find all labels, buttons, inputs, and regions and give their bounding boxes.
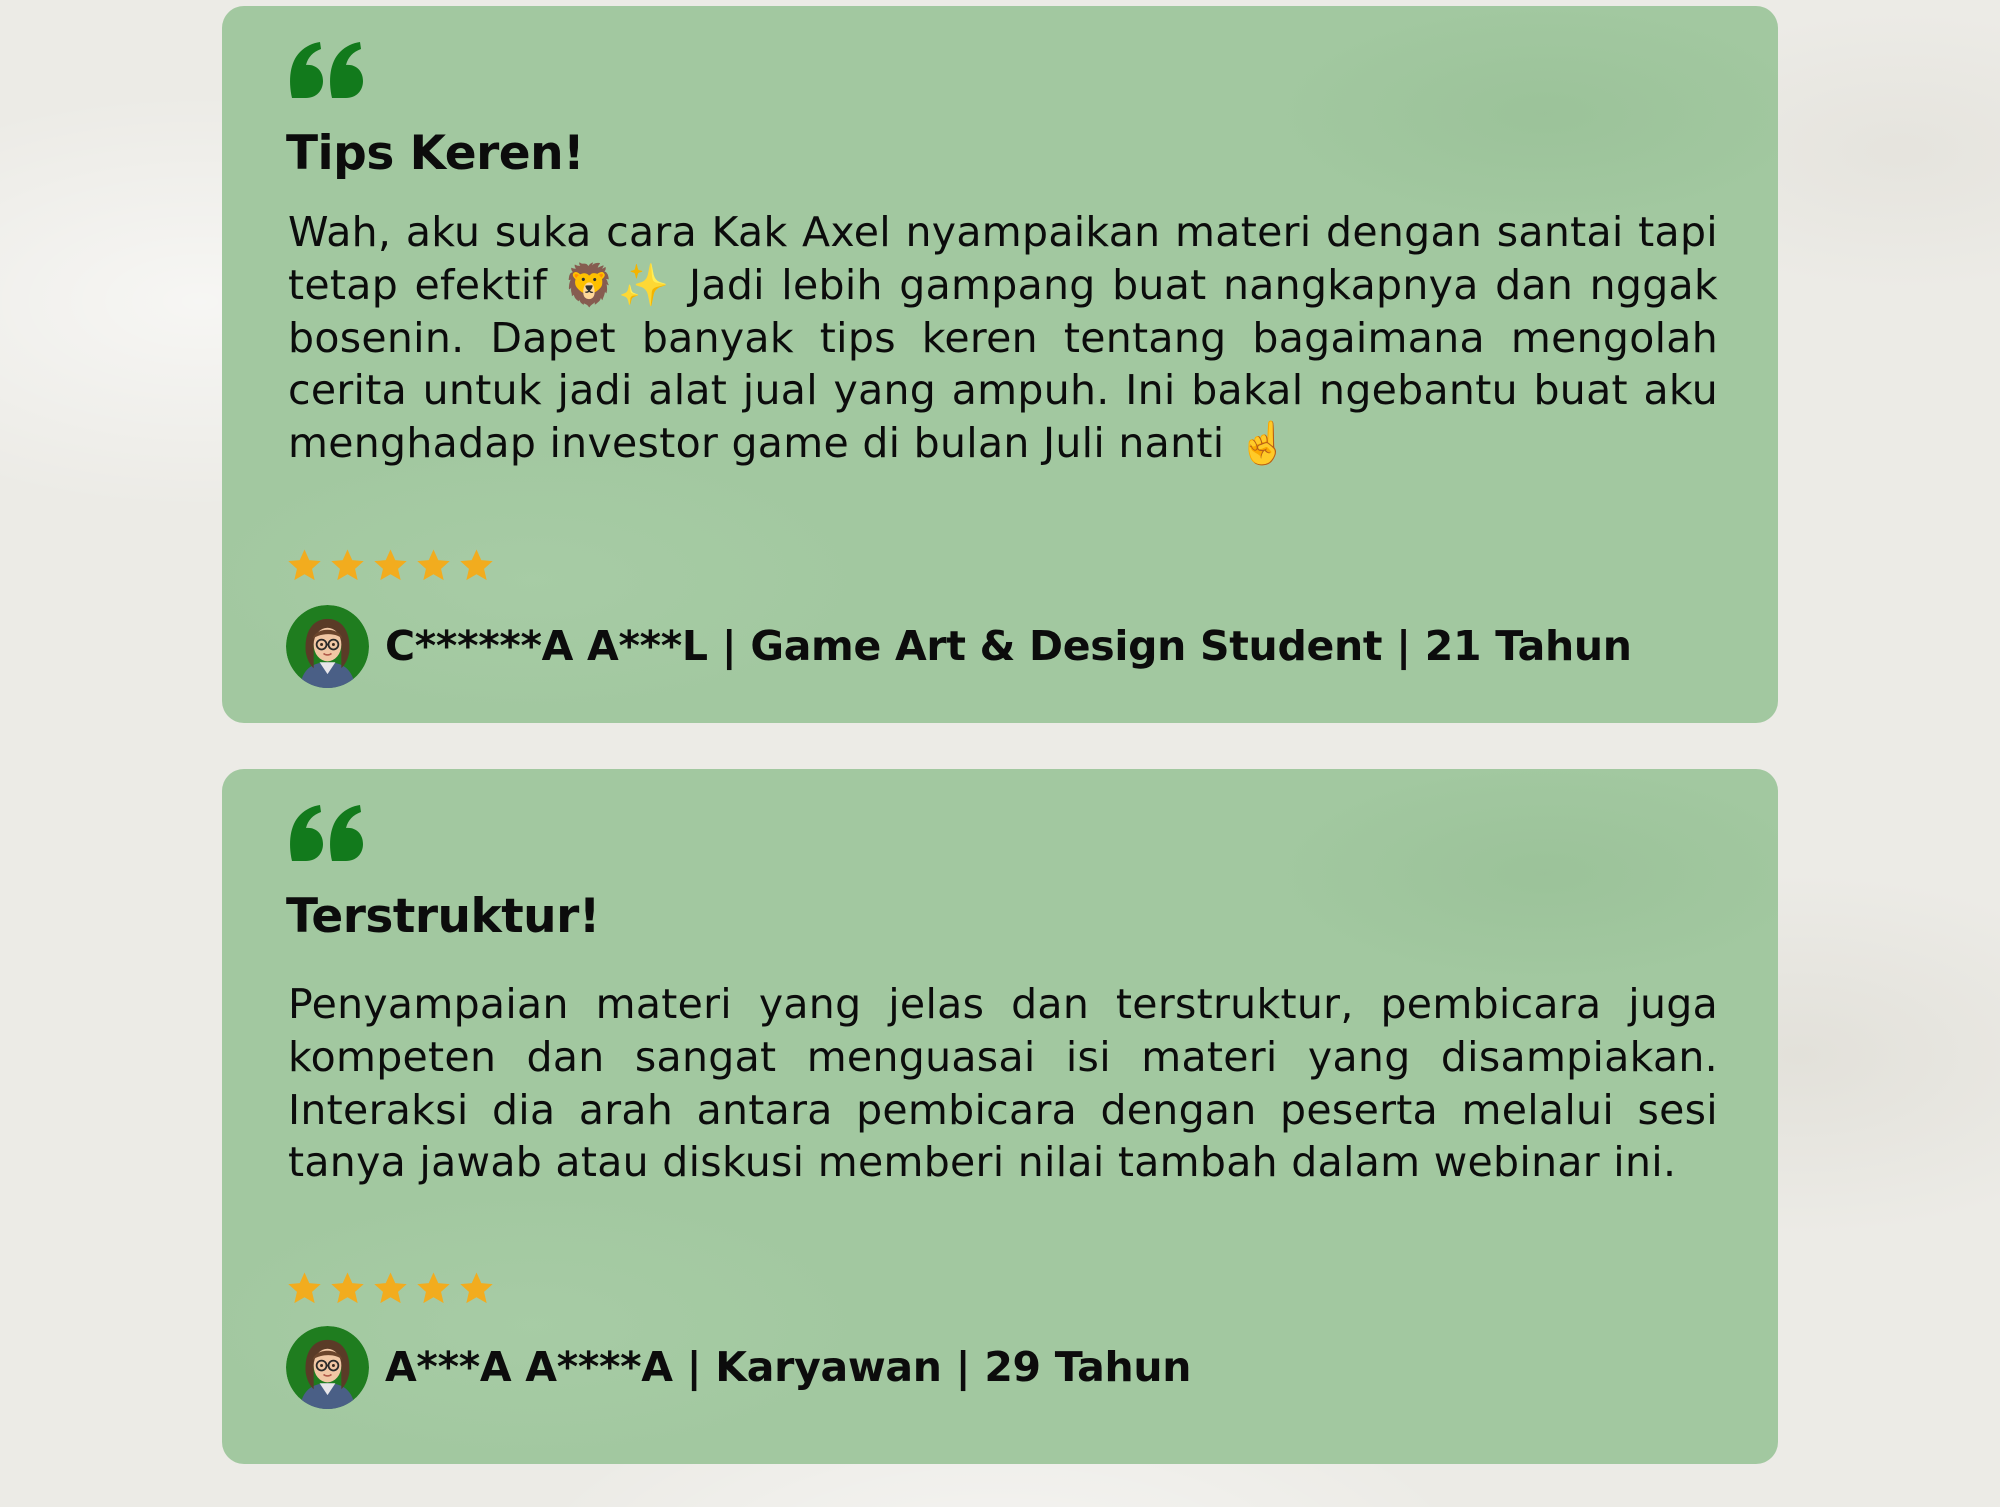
star-icon bbox=[329, 1270, 366, 1307]
star-icon bbox=[458, 547, 495, 584]
testimonial-card bbox=[222, 6, 1778, 723]
reviewer-name: C******A A***L | Game Art & Design Student | 21 Tahun bbox=[385, 622, 1632, 670]
star-icon bbox=[286, 1270, 323, 1307]
rating-stars bbox=[286, 547, 495, 587]
testimonial-title: Tips Keren! bbox=[286, 126, 585, 181]
avatar-woman-glasses-icon bbox=[286, 605, 369, 688]
rating-stars bbox=[286, 1270, 495, 1310]
star-icon bbox=[458, 1270, 495, 1307]
star-icon bbox=[372, 1270, 409, 1307]
star-icon bbox=[286, 547, 323, 584]
testimonial-text: Wah, aku suka cara Kak Axel nyampaikan materi dengan santai tapi tetap efektif 🦁✨ Jadi lebih gampang buat nangkapnya dan nggak bosenin. Dapet banyak tips keren tentang bagaimana mengolah cerita untuk jadi alat jual yang ampuh. Ini bakal ngebantu buat aku menghadap investor game di bulan Juli nanti ☝️ bbox=[288, 208, 1718, 468]
quote-icon bbox=[286, 40, 364, 100]
reviewer-info bbox=[286, 604, 1632, 688]
star-icon bbox=[415, 1270, 452, 1307]
star-icon bbox=[329, 547, 366, 584]
star-icon bbox=[415, 547, 452, 584]
avatar-woman-glasses-icon bbox=[286, 1326, 369, 1409]
star-icon bbox=[372, 547, 409, 584]
testimonial-title: Terstruktur! bbox=[286, 889, 600, 944]
testimonial-text: Penyampaian materi yang jelas dan terstruktur, pembicara juga kompeten dan sangat menguasai isi materi yang disampiakan. Interaksi dia arah antara pembicara dengan peserta melalui sesi tanya jawab atau diskusi memberi nilai tambah dalam webinar ini. bbox=[288, 980, 1718, 1187]
quote-icon bbox=[286, 803, 364, 863]
reviewer-info bbox=[286, 1325, 1191, 1409]
reviewer-name: A***A A****A | Karyawan | 29 Tahun bbox=[385, 1343, 1192, 1391]
testimonial-card bbox=[222, 769, 1778, 1464]
